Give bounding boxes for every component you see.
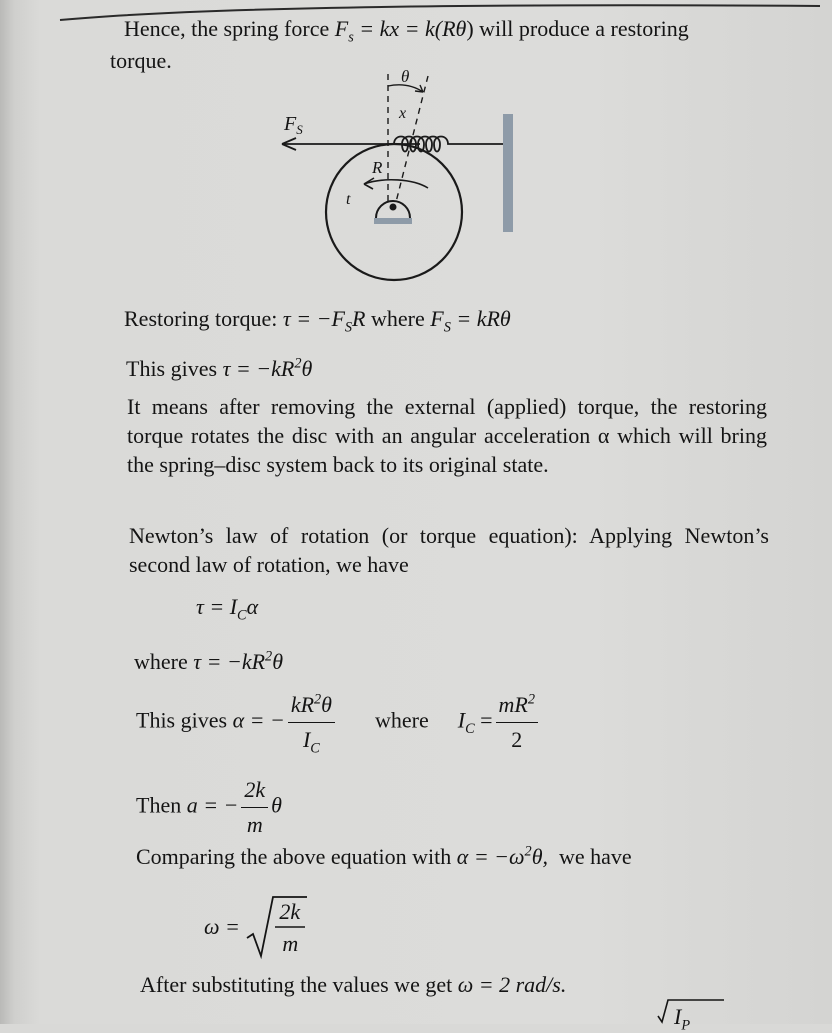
intro-line-2: torque. — [110, 48, 172, 73]
restoring-rhs-sub: S — [443, 319, 451, 336]
then-label: Then — [136, 792, 187, 818]
final-expr: ω = 2 rad/s. — [457, 972, 567, 997]
ic-symbol: I — [457, 707, 466, 733]
cutoff-text: $I_P$ — [674, 1004, 691, 1033]
wall-support — [503, 114, 513, 232]
restoring-expr2: R — [352, 306, 366, 331]
restoring-where: where — [365, 306, 431, 331]
spring-force-symbol: F — [334, 16, 349, 41]
omega-den: m — [282, 931, 299, 956]
eq-this-gives-tau — [126, 356, 312, 382]
restoring-rhs2: = kRθ — [450, 306, 511, 331]
alpha-lhs: α = − — [232, 707, 285, 733]
paragraph-meaning: It means after removing the external (applied) torque, the restoring torque rotates the disc with an angular acceleration α which will bring the spring–disc system back to its original state. — [127, 394, 767, 477]
restoring-expr: τ = −F — [282, 306, 345, 331]
tau-rhs: α — [246, 594, 259, 619]
pivot-center — [390, 204, 397, 211]
ic-den: 2 — [496, 722, 538, 755]
alpha-label: This gives — [136, 707, 233, 733]
alpha-fraction — [288, 690, 335, 755]
then-den: m — [241, 807, 268, 840]
gives-expr: τ = −kR — [222, 356, 295, 381]
final-result — [140, 972, 566, 998]
then-num: 2k — [244, 777, 266, 802]
restoring-sub: S — [344, 319, 353, 336]
omega-num: 2k — [279, 899, 301, 924]
alpha-num-sup: 2 — [314, 691, 322, 708]
compare-label: Comparing the above equation with — [136, 844, 457, 869]
label-x: x — [399, 105, 407, 122]
label-fs: $F_S$ — [284, 113, 303, 137]
spring-force-eq: = kx = k(R — [353, 16, 456, 41]
where-sup: 2 — [265, 648, 273, 665]
restoring-rhs: F — [430, 306, 444, 331]
alpha-den-sub: C — [310, 740, 320, 757]
intro-text-b: ) will produce a restoring — [466, 16, 689, 41]
cutoff-sqrt — [656, 996, 726, 1024]
compare-sup: 2 — [524, 843, 532, 860]
where-expr: τ = −kR — [193, 649, 266, 674]
torque-arrowhead — [364, 178, 374, 189]
gives-label: This gives — [126, 356, 223, 381]
theta-symbol: θ — [455, 16, 467, 41]
disc — [326, 144, 462, 280]
cutoff-fragment — [656, 996, 726, 1033]
label-theta: θ — [401, 67, 410, 86]
label-r: R — [372, 158, 383, 177]
tau-lhs: τ = I — [196, 594, 238, 619]
eq-then-a — [136, 775, 282, 840]
label-t: t — [346, 191, 351, 208]
compare-expr: α = −ω — [456, 844, 525, 869]
intro-line-1 — [124, 16, 689, 46]
ic-num: mR — [498, 692, 528, 717]
gives-expr2: θ — [301, 356, 313, 381]
eq-comparing — [136, 844, 632, 870]
restoring-label: Restoring torque: — [124, 306, 283, 331]
eq-alpha — [136, 690, 541, 755]
final-text: After substituting the values we get — [140, 972, 458, 997]
alpha-num2: θ — [321, 692, 332, 717]
compare-expr2: θ, — [531, 844, 549, 869]
gives-sup: 2 — [294, 355, 302, 372]
eq-where-tau — [134, 649, 283, 675]
omega-sqrt — [245, 894, 309, 960]
alpha-num: kR — [290, 692, 315, 717]
pivot-base — [374, 218, 412, 224]
spring-coil — [394, 137, 503, 152]
paragraph-newton: Newton’s law of rotation (or torque equation): Applying Newton’s second law of rotation, we have — [129, 523, 769, 577]
ic-eq: = — [474, 707, 493, 733]
then-rhs: θ — [271, 792, 282, 818]
spring-force-sub: s — [348, 29, 354, 46]
then-fraction — [241, 775, 268, 840]
intro-text-a: Hence, the spring force — [124, 16, 335, 41]
where-label: where — [134, 649, 194, 674]
eq-restoring-torque — [124, 306, 511, 336]
ic-num-sup: 2 — [527, 691, 536, 708]
spring-disc-diagram — [270, 62, 530, 292]
ic-sub: C — [465, 720, 475, 737]
eq-omega — [204, 894, 309, 960]
tau-sub: C — [237, 607, 247, 624]
alpha-den: I — [302, 727, 311, 752]
torque-arc — [364, 180, 428, 188]
then-lhs: a = − — [186, 792, 239, 818]
alpha-where: where — [374, 707, 429, 733]
compare-tail: we have — [548, 844, 632, 869]
omega-lhs: ω = — [204, 914, 240, 939]
where-expr2: θ — [272, 649, 283, 674]
ic-fraction — [496, 690, 538, 755]
eq-torque-equation — [196, 594, 259, 624]
